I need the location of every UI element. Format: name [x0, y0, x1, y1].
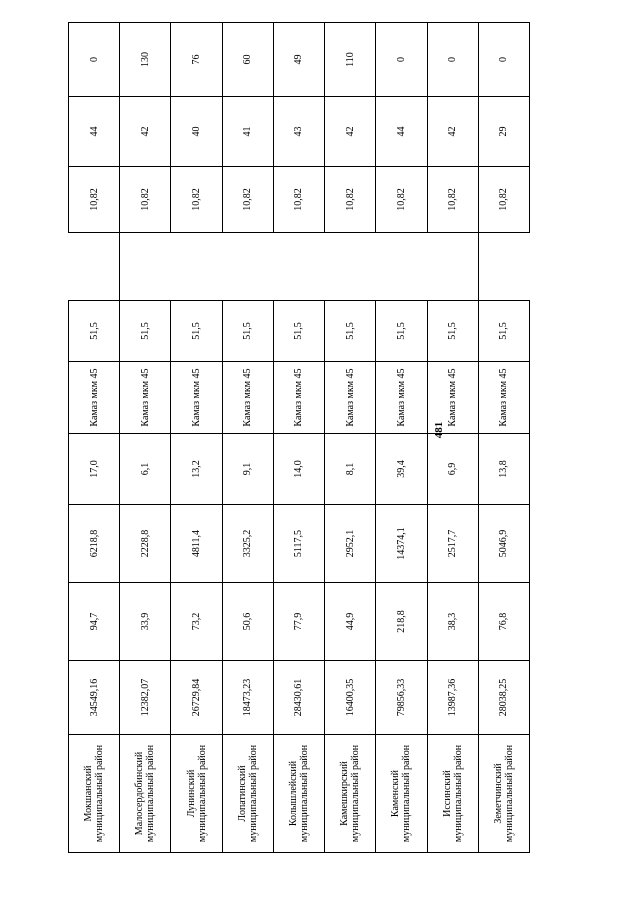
table-cell: 42: [427, 97, 478, 167]
table-cell: 51,5: [171, 301, 222, 362]
table-cell: 51,5: [478, 301, 529, 362]
table-cell: 10,82: [273, 167, 324, 233]
table-cell: 26729,84: [171, 661, 222, 735]
table-cell: 51,5: [376, 301, 427, 362]
table-cell: 29: [478, 97, 529, 167]
empty-cell: [325, 233, 376, 301]
page-number: 481: [433, 421, 445, 439]
table-cell: 13,8: [478, 434, 529, 505]
table-cell: Камаз мкм 45: [69, 362, 120, 434]
table-cell: 218,8: [376, 583, 427, 661]
table-cell: 6,9: [427, 434, 478, 505]
table-row: [376, 23, 427, 853]
table-cell: 73,2: [171, 583, 222, 661]
table-cell: 42: [325, 97, 376, 167]
table-cell: 39,4: [376, 434, 427, 505]
table-cell: 76,8: [478, 583, 529, 661]
table-cell: 14374,1: [376, 505, 427, 583]
table-row: [478, 23, 529, 853]
table-cell: 0: [376, 23, 427, 97]
table-cell: Камаз мкм 45: [222, 362, 273, 434]
table-cell: 16400,35: [325, 661, 376, 735]
district-cell: Мокшанский муниципальный район: [69, 735, 120, 853]
data-table: [68, 22, 530, 853]
table-cell: 18473,23: [222, 661, 273, 735]
district-cell: Лунинский муниципальный район: [171, 735, 222, 853]
table-cell: Камаз мкм 45: [325, 362, 376, 434]
table-row: [325, 23, 376, 853]
table-cell: 28038,25: [478, 661, 529, 735]
table-cell: 2517,7: [427, 505, 478, 583]
table-cell: 8,1: [325, 434, 376, 505]
table-cell: 40: [171, 97, 222, 167]
table-cell: 51,5: [427, 301, 478, 362]
empty-cell: [222, 233, 273, 301]
table-cell: 51,5: [325, 301, 376, 362]
table-row: [427, 23, 478, 853]
table-cell: 9,1: [222, 434, 273, 505]
table-cell: 0: [69, 23, 120, 97]
table-cell: 76: [171, 23, 222, 97]
table-cell: Камаз мкм 45: [427, 362, 478, 434]
empty-cell: [478, 233, 529, 301]
table-cell: 2228,8: [120, 505, 171, 583]
district-cell: Каменский муниципальный район: [376, 735, 427, 853]
table-cell: 0: [427, 23, 478, 97]
table-cell: 44: [376, 97, 427, 167]
table-cell: 41: [222, 97, 273, 167]
table-cell: Камаз мкм 45: [478, 362, 529, 434]
table-cell: 10,82: [69, 167, 120, 233]
table-cell: Камаз мкм 45: [120, 362, 171, 434]
table-cell: 34549,16: [69, 661, 120, 735]
table-cell: 43: [273, 97, 324, 167]
table-cell: 42: [120, 97, 171, 167]
table-cell: Камаз мкм 45: [273, 362, 324, 434]
table-cell: Камаз мкм 45: [376, 362, 427, 434]
table-cell: 50,6: [222, 583, 273, 661]
table-cell: 77,9: [273, 583, 324, 661]
table-cell: 130: [120, 23, 171, 97]
district-cell: Иссинский муниципальный район: [427, 735, 478, 853]
empty-cell: [120, 233, 171, 301]
table-cell: 44,9: [325, 583, 376, 661]
table-cell: 10,82: [376, 167, 427, 233]
table-row: [273, 23, 324, 853]
table-cell: 5046,9: [478, 505, 529, 583]
table-cell: 51,5: [120, 301, 171, 362]
table-cell: 13987,36: [427, 661, 478, 735]
table-cell: 49: [273, 23, 324, 97]
table-cell: 28430,61: [273, 661, 324, 735]
table-cell: 5117,5: [273, 505, 324, 583]
table-cell: 10,82: [222, 167, 273, 233]
empty-cell: [273, 233, 324, 301]
table-cell: 60: [222, 23, 273, 97]
district-cell: Колышлейский муниципальный район: [273, 735, 324, 853]
table-row: [171, 23, 222, 853]
table-cell: 6218,8: [69, 505, 120, 583]
table-cell: 4811,4: [171, 505, 222, 583]
empty-cell: [69, 233, 120, 301]
empty-cell: [171, 233, 222, 301]
table-cell: 3325,2: [222, 505, 273, 583]
table-cell: Камаз мкм 45: [171, 362, 222, 434]
empty-cell: [427, 233, 478, 301]
table-row: [222, 23, 273, 853]
table-cell: 79856,33: [376, 661, 427, 735]
district-cell: Лопатинский муниципальный район: [222, 735, 273, 853]
table-cell: 51,5: [273, 301, 324, 362]
table-cell: 0: [478, 23, 529, 97]
table-row: [120, 23, 171, 853]
district-cell: Камешкирский муниципальный район: [325, 735, 376, 853]
district-cell: Земетчинский муниципальный район: [478, 735, 529, 853]
table-cell: 10,82: [427, 167, 478, 233]
table-cell: 10,82: [120, 167, 171, 233]
table-cell: 10,82: [325, 167, 376, 233]
table-cell: 2952,1: [325, 505, 376, 583]
table-cell: 44: [69, 97, 120, 167]
district-cell: Малосердобинский муниципальный район: [120, 735, 171, 853]
table-cell: 6,1: [120, 434, 171, 505]
table-cell: 94,7: [69, 583, 120, 661]
table-cell: 12382,07: [120, 661, 171, 735]
table-cell: 51,5: [69, 301, 120, 362]
empty-cell: [376, 233, 427, 301]
table-cell: 110: [325, 23, 376, 97]
table-cell: 38,3: [427, 583, 478, 661]
table-row: [69, 23, 120, 853]
table-cell: 14,0: [273, 434, 324, 505]
table-cell: 17,0: [69, 434, 120, 505]
table-cell: 51,5: [222, 301, 273, 362]
table-cell: 10,82: [478, 167, 529, 233]
table-cell: 33,9: [120, 583, 171, 661]
table-cell: 10,82: [171, 167, 222, 233]
table-cell: 13,2: [171, 434, 222, 505]
